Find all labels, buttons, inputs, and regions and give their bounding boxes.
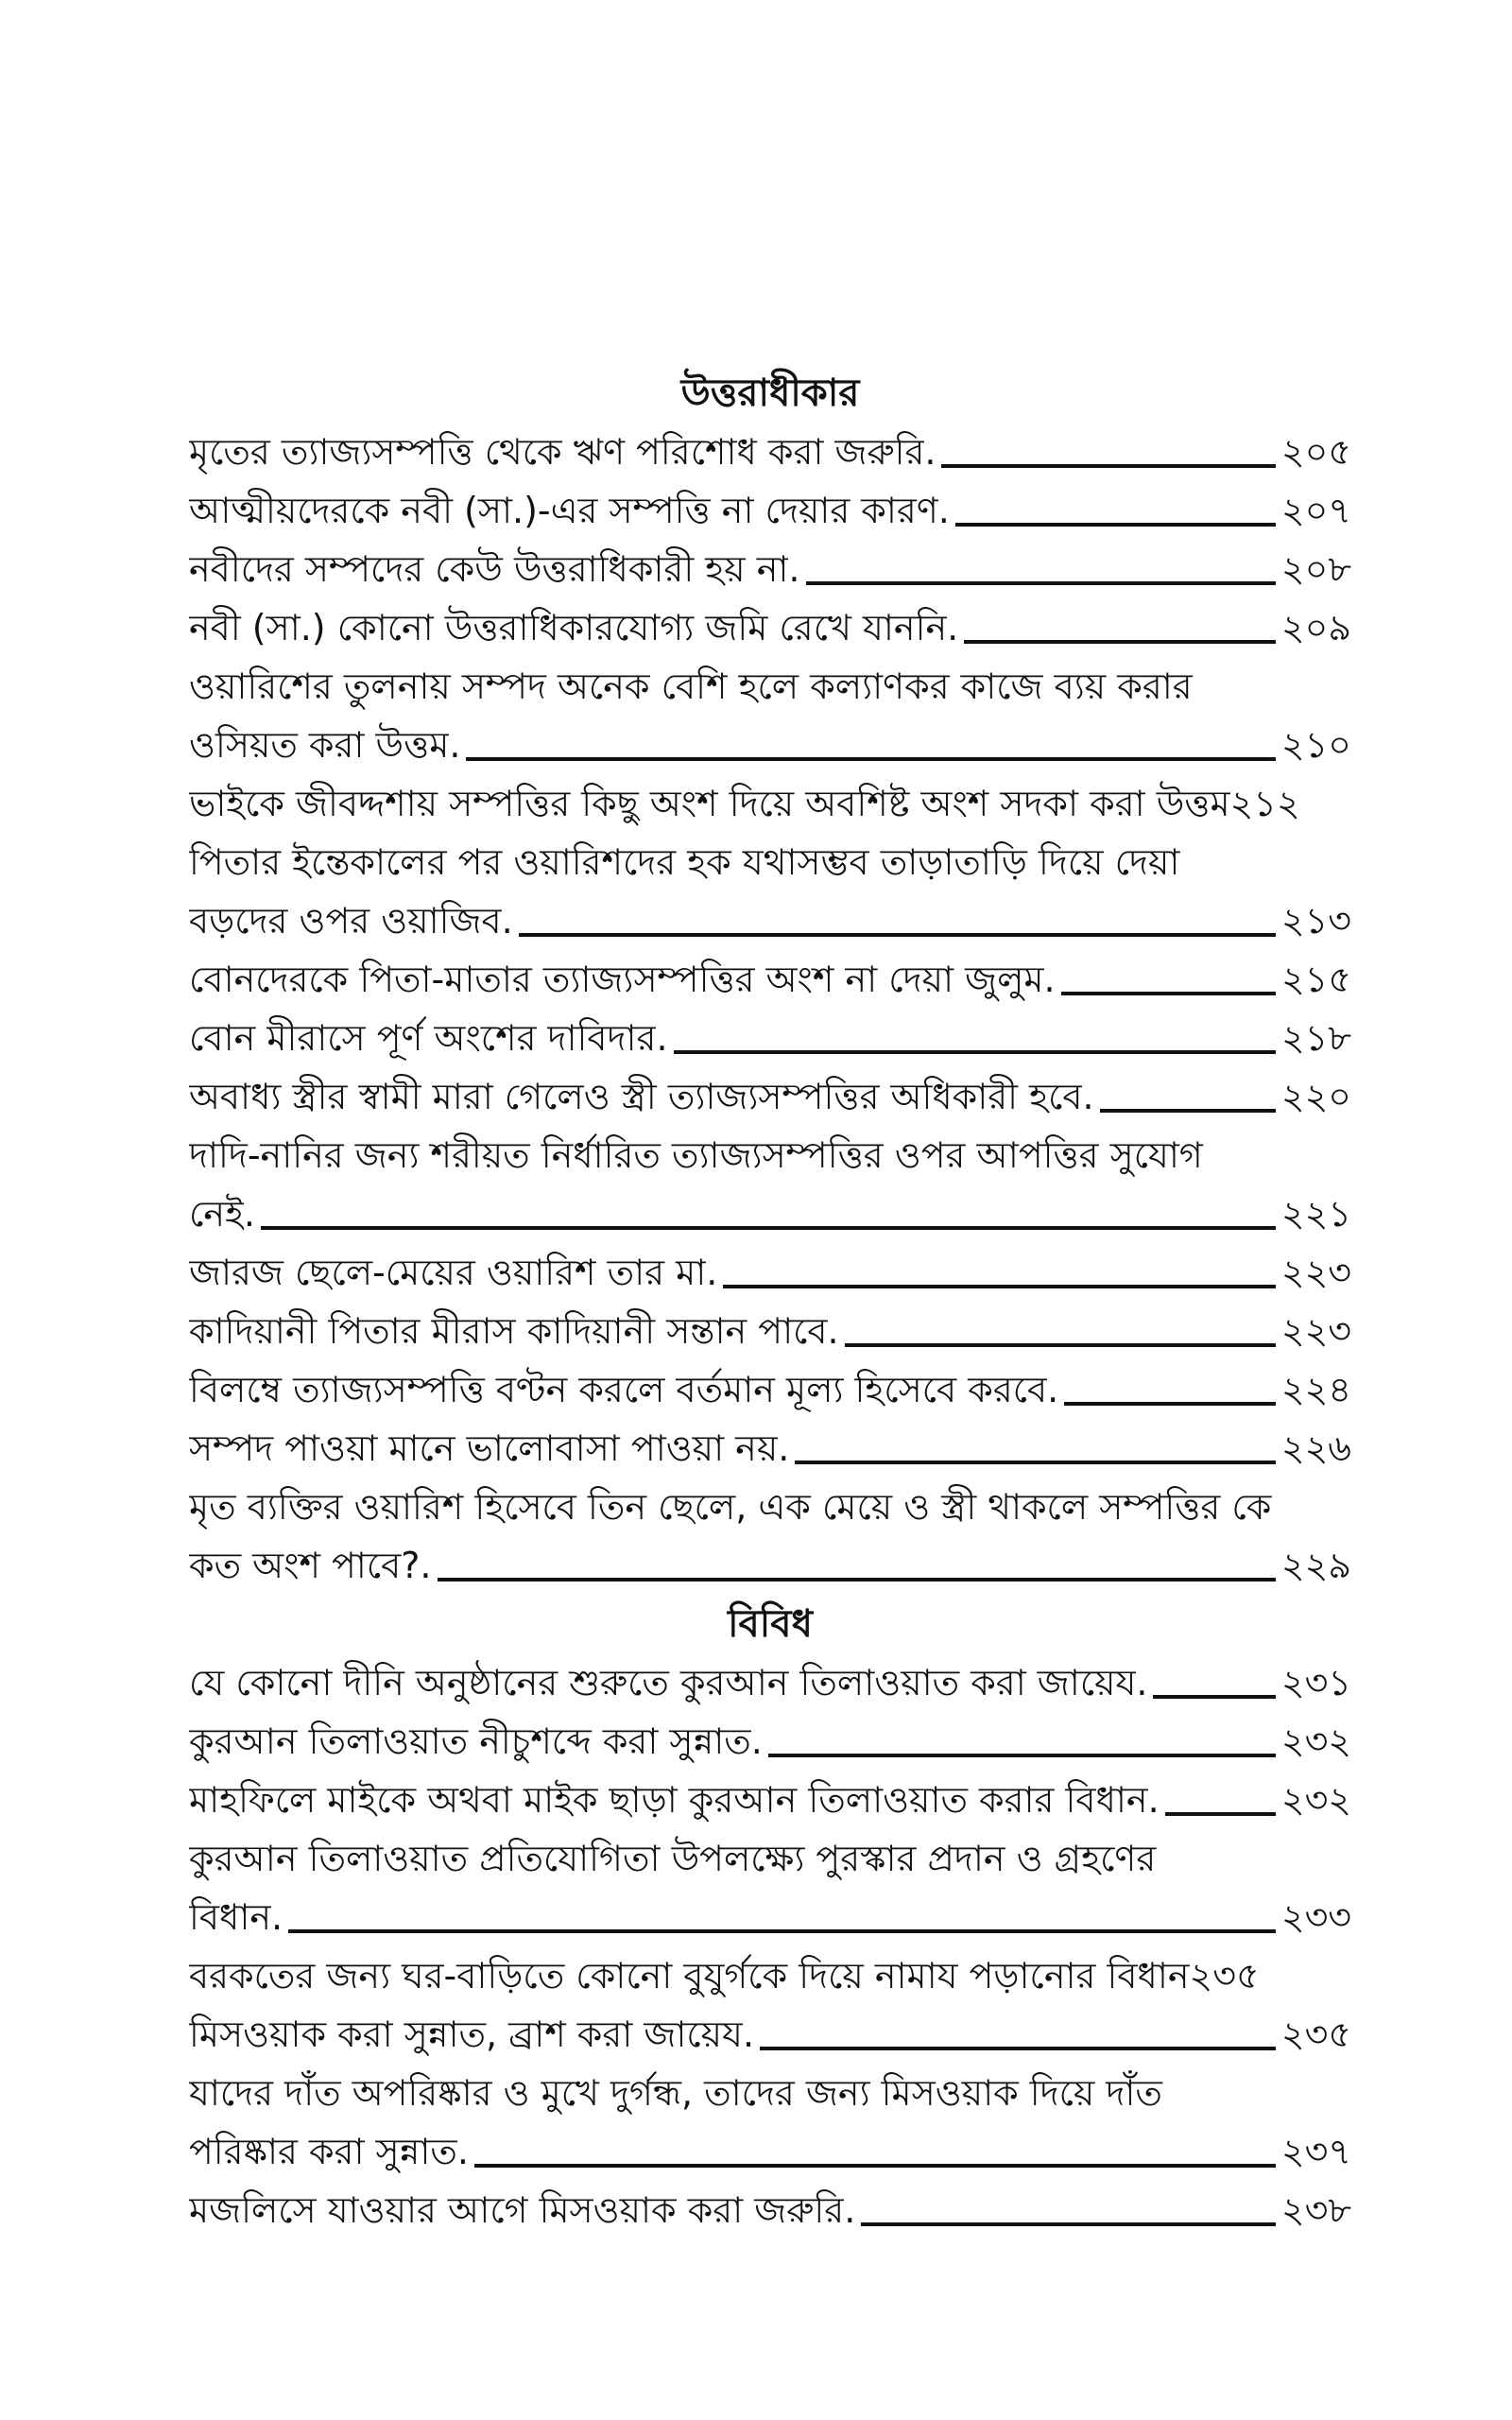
page-number: ২২৩ (1280, 1310, 1351, 1352)
dot-leader (955, 523, 1276, 527)
page-number: ২১৩ (1280, 900, 1351, 942)
entry-title-line: যাদের দাঁত অপরিষ্কার ও মুখে দুর্গন্ধ, তাদের জন্য মিসওয়াক দিয়ে দাঁত (189, 2072, 1162, 2114)
page-number: ২৩২ (1280, 1720, 1351, 1762)
page-number: ২০৫ (1280, 431, 1351, 473)
entry-title: বিধান (189, 1896, 272, 1938)
section-heading: উত্তরাধীকার (680, 372, 860, 415)
toc-entry[interactable]: যাদের দাঁত অপরিষ্কার ও মুখে দুর্গন্ধ, তাদের জন্য মিসওয়াক দিয়ে দাঁত পরিষ্কার করা সুন্নাত . ২৩৭ (189, 2064, 1351, 2181)
entry-title: বোনদেরকে পিতা-মাতার ত্যাজ্যসম্পত্তির অংশ না দেয়া জুলুম (189, 959, 1044, 1000)
page-number: ২২৯ (1280, 1545, 1351, 1586)
toc-entry[interactable]: সম্পদ পাওয়া মানে ভালোবাসা পাওয়া নয় . ২২৬ (189, 1419, 1351, 1478)
dot-leader (674, 1050, 1276, 1054)
entry-title-line: মৃত ব্যক্তির ওয়ারিশ হিসেবে তিন ছেলে, এক মেয়ে ও স্ত্রী থাকলে সম্পত্তির কে (189, 1486, 1272, 1528)
toc-entry[interactable]: অবাধ্য স্ত্রীর স্বামী মারা গেলেও স্ত্রী ত্যাজ্যসম্পত্তির অধিকারী হবে . ২২০ (189, 1067, 1351, 1126)
toc-entry[interactable]: কুরআন তিলাওয়াত নীচুশব্দে করা সুন্নাত . ২৩২ (189, 1712, 1351, 1771)
toc-entry[interactable]: ওয়ারিশের তুলনায় সম্পদ অনেক বেশি হলে কল্যাণকর কাজে ব্যয় করার ওসিয়ত করা উত্তম . ২১০ (189, 657, 1351, 774)
toc-entry[interactable]: বোনদেরকে পিতা-মাতার ত্যাজ্যসম্পত্তির অংশ না দেয়া জুলুম . ২১৫ (189, 950, 1351, 1009)
page-number: ২৩৫ (1189, 1955, 1260, 1996)
entry-title: নবীদের সম্পদের কেউ উত্তরাধিকারী হয় না (189, 548, 789, 590)
entry-title: পরিষ্কার করা সুন্নাত (189, 2131, 457, 2172)
dot-leader (768, 1754, 1276, 1757)
entry-title: মজলিসে যাওয়ার আগে মিসওয়াক করা জরুরি (189, 2189, 845, 2231)
page-number: ২২৩ (1280, 1252, 1351, 1293)
dot-leader (845, 1343, 1276, 1347)
entry-title: ভাইকে জীবদ্দশায় সম্পত্তির কিছু অংশ দিয়ে অবশিষ্ট অংশ সদকা করা উত্তম (189, 783, 1230, 824)
dot-leader (1061, 992, 1276, 995)
page-number: ২১২ (1229, 783, 1300, 824)
toc-entry[interactable]: বোন মীরাসে পূর্ণ অংশের দাবিদার . ২১৮ (189, 1009, 1351, 1067)
toc-entry[interactable]: মাহফিলে মাইকে অথবা মাইক ছাড়া কুরআন তিলাওয়াত করার বিধান . ২৩২ (189, 1771, 1351, 1829)
page-number: ২৩২ (1280, 1779, 1351, 1821)
entry-title: বিলম্বে ত্যাজ্যসম্পত্তি বণ্টন করলে বর্তমান মূল্য হিসেবে করবে (189, 1369, 1048, 1410)
entry-title: বোন মীরাসে পূর্ণ অংশের দাবিদার (189, 1017, 657, 1059)
entry-title-line: ওয়ারিশের তুলনায় সম্পদ অনেক বেশি হলে কল্যাণকর কাজে ব্যয় করার (189, 666, 1193, 707)
toc-entry[interactable] (189, 1946, 1351, 2005)
entry-title: যে কোনো দীনি অনুষ্ঠানের শুরুতে কুরআন তিলাওয়াত করা জায়েয (189, 1662, 1137, 1703)
toc-entry[interactable]: পিতার ইন্তেকালের পর ওয়ারিশদের হক যথাসম্ভব তাড়াতাড়ি দিয়ে দেয়া বড়দের ওপর ওয়াজিব . ২১৩ (189, 833, 1351, 950)
dot-leader (861, 2222, 1276, 2226)
section-miscellaneous (189, 1595, 1351, 2239)
dot-leader (261, 1226, 1276, 1230)
page-number: ২১০ (1280, 724, 1351, 766)
dot-leader (1153, 1695, 1275, 1699)
toc-entry[interactable]: দাদি-নানির জন্য শরীয়ত নির্ধারিত ত্যাজ্যসম্পত্তির ওপর আপত্তির সুযোগ নেই . ২২১ (189, 1126, 1351, 1243)
dot-leader (1165, 1812, 1276, 1816)
toc-entry[interactable]: মিসওয়াক করা সুন্নাত, ব্রাশ করা জায়েয . ২৩৫ (189, 2005, 1351, 2064)
page-number: ২২৬ (1280, 1427, 1351, 1469)
entry-title: মৃতের ত্যাজ্যসম্পত্তি থেকে ঋণ পরিশোধ করা জরুরি (189, 431, 925, 473)
entry-title-line: কুরআন তিলাওয়াত প্রতিযোগিতা উপলক্ষ্যে পুরস্কার প্রদান ও গ্রহণের (189, 1838, 1157, 1879)
entry-title: বরকতের জন্য ঘর-বাড়িতে কোনো বুযুর্গকে দিয়ে নামায পড়ানোর বিধান (189, 1955, 1190, 1996)
entry-title: ওসিয়ত করা উত্তম (189, 724, 450, 766)
toc-entry[interactable]: নবীদের সম্পদের কেউ উত্তরাধিকারী হয় না . ২০৮ (189, 540, 1351, 598)
toc-entry[interactable]: জারজ ছেলে-মেয়ের ওয়ারিশ তার মা . ২২৩ (189, 1243, 1351, 1302)
entry-title-line: পিতার ইন্তেকালের পর ওয়ারিশদের হক যথাসম্ভব তাড়াতাড়ি দিয়ে দেয়া (189, 841, 1180, 883)
section-inheritance (189, 364, 1351, 1595)
entry-title: মিসওয়াক করা সুন্নাত, ব্রাশ করা জায়েয (189, 2014, 743, 2055)
page-number: ২৩৫ (1280, 2014, 1351, 2055)
entry-title: নবী (সা.) কোনো উত্তরাধিকারযোগ্য জমি রেখে যাননি (189, 607, 948, 648)
dot-leader (288, 1929, 1276, 1933)
toc-entry[interactable]: যে কোনো দীনি অনুষ্ঠানের শুরুতে কুরআন তিলাওয়াত করা জায়েয . ২৩১ (189, 1653, 1351, 1712)
section-heading: বিবিধ (728, 1602, 813, 1646)
page-number: ২২০ (1280, 1076, 1351, 1117)
dot-leader (474, 2164, 1276, 2168)
dot-leader (1100, 1109, 1276, 1113)
toc-entry[interactable]: আত্মীয়দেরকে নবী (সা.)-এর সম্পত্তি না দেয়ার কারণ . ২০৭ (189, 481, 1351, 540)
page-number: ২৩৮ (1280, 2189, 1351, 2231)
dot-leader (795, 1461, 1276, 1464)
dot-leader (466, 757, 1275, 761)
page-number: ২০৯ (1280, 607, 1351, 648)
dot-leader (723, 1285, 1276, 1288)
page-number: ২০৭ (1280, 490, 1351, 531)
toc-entry[interactable]: কাদিয়ানী পিতার মীরাস কাদিয়ানী সন্তান পাবে . ২২৩ (189, 1302, 1351, 1360)
entry-title: কাদিয়ানী পিতার মীরাস কাদিয়ানী সন্তান পাবে (189, 1310, 828, 1352)
entry-title: নেই (189, 1193, 244, 1235)
entry-title: মাহফিলে মাইকে অথবা মাইক ছাড়া কুরআন তিলাওয়াত করার বিধান (189, 1779, 1148, 1821)
dot-leader (1064, 1402, 1276, 1406)
entry-title-line: দাদি-নানির জন্য শরীয়ত নির্ধারিত ত্যাজ্যসম্পত্তির ওপর আপত্তির সুযোগ (189, 1134, 1203, 1176)
toc-entry[interactable]: কুরআন তিলাওয়াত প্রতিযোগিতা উপলক্ষ্যে পুরস্কার প্রদান ও গ্রহণের বিধান . ২৩৩ (189, 1829, 1351, 1946)
page-number: ২২১ (1280, 1193, 1351, 1235)
entry-title: আত্মীয়দেরকে নবী (সা.)-এর সম্পত্তি না দেয়ার কারণ (189, 490, 938, 531)
toc-entry[interactable]: নবী (সা.) কোনো উত্তরাধিকারযোগ্য জমি রেখে যাননি . ২০৯ (189, 598, 1351, 657)
toc-entry[interactable]: মজলিসে যাওয়ার আগে মিসওয়াক করা জরুরি . ২৩৮ (189, 2181, 1351, 2239)
page-number: ২১৮ (1280, 1017, 1351, 1059)
toc-entry[interactable]: বিলম্বে ত্যাজ্যসম্পত্তি বণ্টন করলে বর্তমান মূল্য হিসেবে করবে . ২২৪ (189, 1360, 1351, 1419)
entry-title: সম্পদ পাওয়া মানে ভালোবাসা পাওয়া নয় (189, 1427, 779, 1469)
page-number: ২১৫ (1280, 959, 1351, 1000)
page-number: ২৩৭ (1280, 2131, 1351, 2172)
page-number: ২৩১ (1280, 1662, 1351, 1703)
page-number: ২২৪ (1280, 1369, 1351, 1410)
table-of-contents (189, 364, 1351, 2239)
entry-title: কত অংশ পাবে? (189, 1545, 421, 1586)
entry-title: অবাধ্য স্ত্রীর স্বামী মারা গেলেও স্ত্রী ত্যাজ্যসম্পত্তির অধিকারী হবে (189, 1076, 1083, 1117)
entry-title: বড়দের ওপর ওয়াজিব (189, 900, 502, 942)
dot-leader (438, 1578, 1276, 1582)
toc-entry[interactable]: মৃত ব্যক্তির ওয়ারিশ হিসেবে তিন ছেলে, এক মেয়ে ও স্ত্রী থাকলে সম্পত্তির কে কত অংশ পাবে? . ২২৯ (189, 1478, 1351, 1595)
toc-entry[interactable]: মৃতের ত্যাজ্যসম্পত্তি থেকে ঋণ পরিশোধ করা জরুরি . ২০৫ (189, 423, 1351, 481)
entry-title: কুরআন তিলাওয়াত নীচুশব্দে করা সুন্নাত (189, 1720, 751, 1762)
dot-leader (964, 640, 1276, 644)
page-number: ২৩৩ (1280, 1896, 1351, 1938)
dot-leader (760, 2047, 1276, 2050)
toc-entry[interactable] (189, 774, 1351, 833)
entry-title: জারজ ছেলে-মেয়ের ওয়ারিশ তার মা (189, 1252, 707, 1293)
dot-leader (941, 464, 1275, 468)
dot-leader (806, 581, 1276, 585)
dot-leader (519, 933, 1276, 937)
page-number: ২০৮ (1280, 548, 1351, 590)
